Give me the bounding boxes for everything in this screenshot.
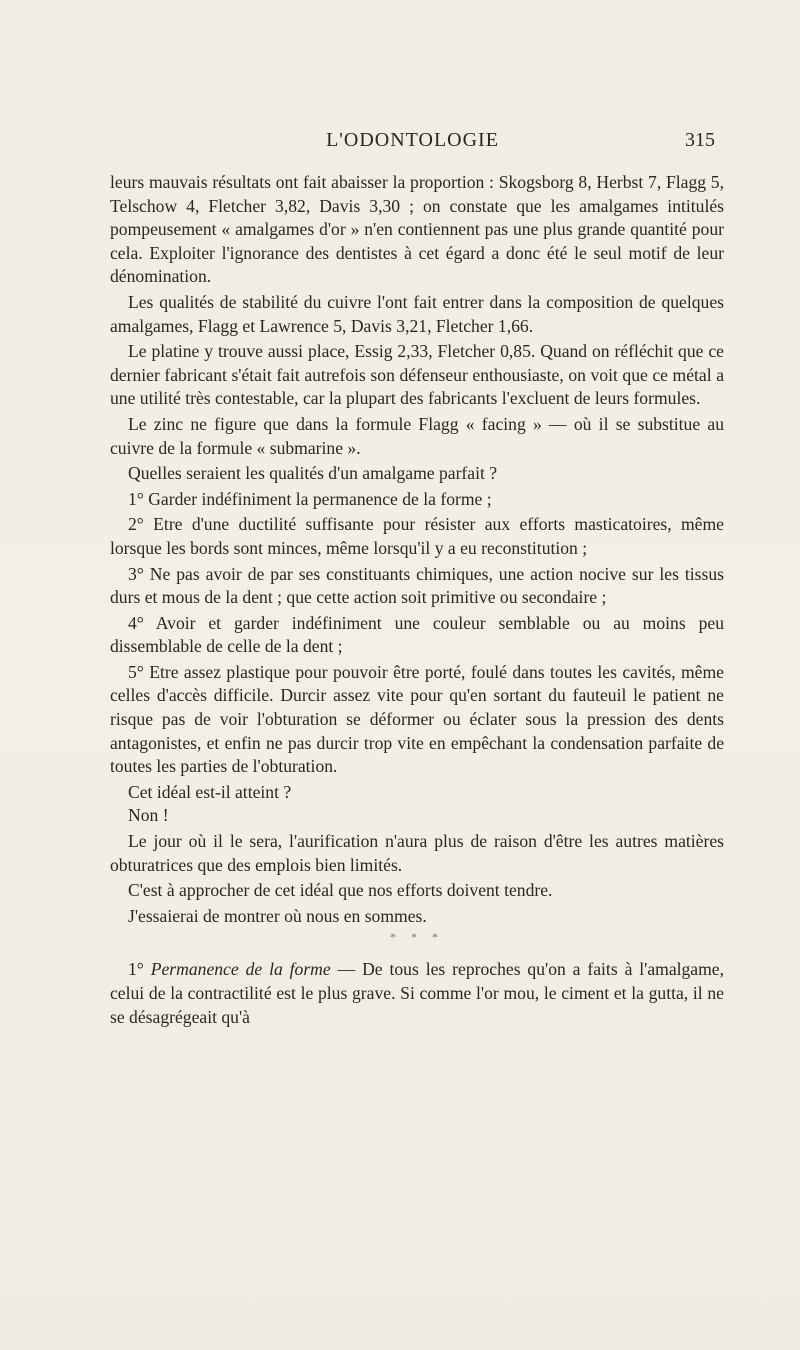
section-number: 1° bbox=[128, 959, 144, 980]
paragraph: Les qualités de stabilité du cuivre l'ont fait entrer dans la composition de quelques amalgames, Flagg et Lawrence 5, Davis 3,21, Fletcher 1,66. bbox=[110, 291, 724, 336]
paragraph: Non ! bbox=[128, 805, 169, 826]
body-text bbox=[110, 171, 724, 1029]
list-item: 4° Avoir et garder indéfiniment une couleur semblable ou au moins peu dissemblable de celle de la dent ; bbox=[110, 612, 724, 657]
paragraph: Le zinc ne figure que dans la formule Flagg « facing » — où il se substitue au cuivre de la formule « submarine ». bbox=[110, 413, 724, 458]
list-item: 3° Ne pas avoir de par ses constituants chimiques, une action nocive sur les tissus durs et mous de la dent ; que cette action soit primitive ou secondaire ; bbox=[110, 563, 724, 608]
section-text: — De tous les reproches qu'on a faits à l'amalgame, celui de la contractilité est le plus grave. Si comme l'or mou, le ciment et la gutta, il ne se désagrégeait qu'à bbox=[110, 959, 725, 1027]
paragraph: Cet idéal est-il atteint ? bbox=[128, 781, 292, 802]
paragraph: Quelles seraient les qualités d'un amalgame parfait ? bbox=[128, 463, 498, 484]
page-number: 315 bbox=[685, 129, 715, 151]
running-head: L'ODONTOLOGIE bbox=[326, 129, 499, 151]
paragraph: Le jour où il le sera, l'aurification n'aura plus de raison d'être les autres matières obturatrices que des emplois bien limités. bbox=[110, 831, 724, 875]
section-title: Permanence de la forme bbox=[150, 959, 331, 980]
paragraph: leurs mauvais résultats ont fait abaisser la proportion : Skogsborg 8, Herbst 7, Flagg 5, Telschow 4, Fletcher 3,82, Davis 3,30 ; on constate que les amalgames intitulés pompeusement « amalgames d'or » n'en contiennent pas une plus grande quantité pour cela. Exploiter l'ignorance des dentistes à cet égard a donc été le seul motif de leur dénomination. bbox=[110, 172, 724, 287]
list-item: 2° Etre d'une ductilité suffisante pour résister aux efforts masticatoires, même lorsque les bords sont minces, même lorsqu'il y a eu reconstitution ; bbox=[110, 514, 724, 558]
page-header bbox=[110, 127, 715, 159]
list-item: 1° Garder indéfiniment la permanence de la forme ; bbox=[128, 488, 492, 509]
section-separator: * * * bbox=[390, 930, 444, 945]
section-paragraph bbox=[110, 958, 724, 1029]
paragraph: J'essaierai de montrer où nous en sommes. bbox=[128, 905, 427, 926]
list-item: 5° Etre assez plastique pour pouvoir être porté, foulé dans toutes les cavités, même celles d'accès difficile. Durcir assez vite pour qu'en sortant du fauteuil le patient ne risque pas de voir l'obturation se déformer ou éclater sous la pression des dents antagonistes, et enfin ne pas durcir trop vite en empêchant la condensation parfaite de toutes les parties de l'obturation. bbox=[110, 661, 724, 777]
paragraph: C'est à approcher de cet idéal que nos efforts doivent tendre. bbox=[128, 880, 553, 901]
paragraph: Le platine y trouve aussi place, Essig 2,33, Fletcher 0,85. Quand on réfléchit que ce dernier fabricant s'était fait autrefois son défenseur enthousiaste, on voit que ce métal a une utilité très contestable, car la plupart des fabricants l'excluent de leurs formules. bbox=[110, 341, 724, 409]
